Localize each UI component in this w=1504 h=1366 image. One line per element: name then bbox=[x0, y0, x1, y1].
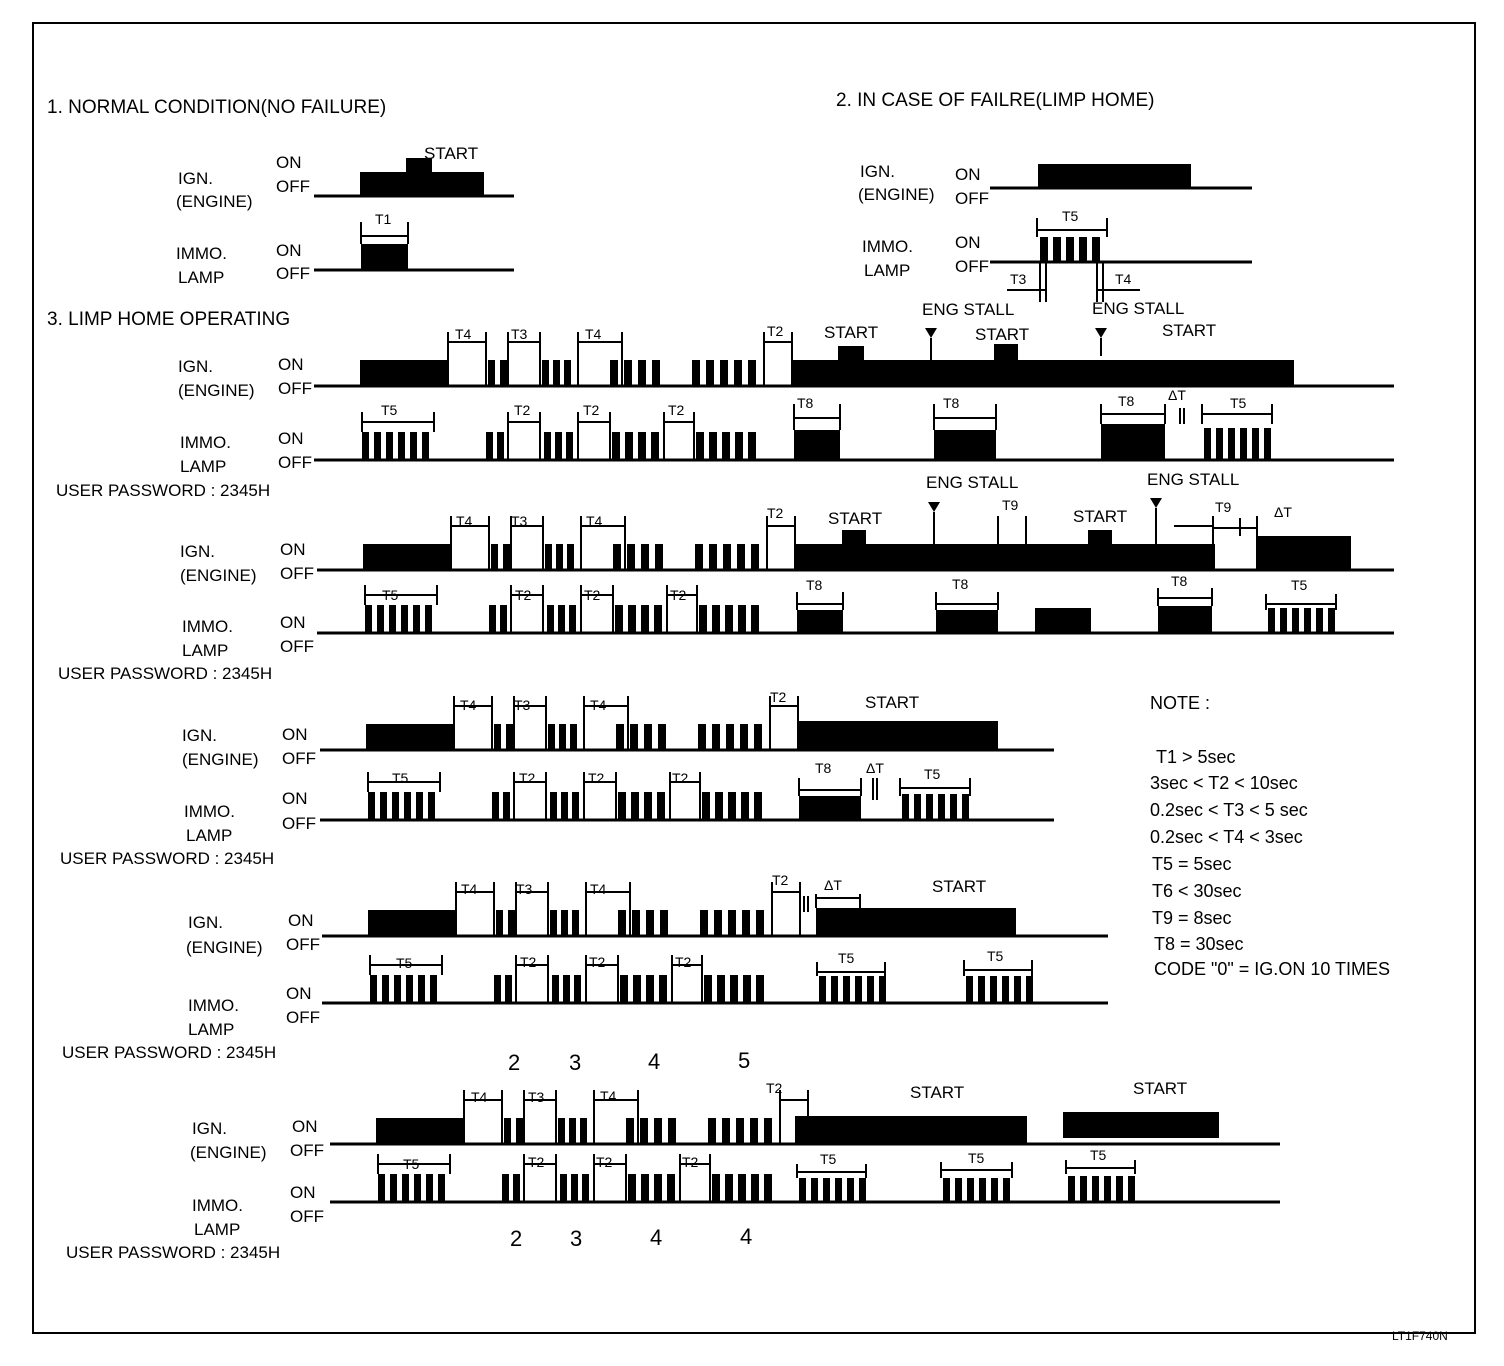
label-immo: IMMO. bbox=[188, 996, 239, 1015]
label-ign: IGN. bbox=[860, 162, 895, 181]
label-t2: T2 bbox=[596, 1154, 613, 1170]
label-start: START bbox=[932, 877, 987, 896]
user-password: USER PASSWORD : 2345H bbox=[62, 1043, 277, 1062]
label-t2: T2 bbox=[588, 770, 605, 786]
label-start: START bbox=[910, 1083, 965, 1102]
code-digit-top: 2 bbox=[508, 1050, 521, 1075]
label-off: OFF bbox=[290, 1141, 324, 1160]
label-lamp: LAMP bbox=[194, 1220, 241, 1239]
code-digit-bottom: 2 bbox=[510, 1226, 523, 1251]
label-off: OFF bbox=[955, 257, 989, 276]
section1-title: 1. NORMAL CONDITION(NO FAILURE) bbox=[47, 97, 387, 118]
label-t8: T8 bbox=[952, 576, 969, 592]
label-delta-t: ΔT bbox=[1168, 387, 1186, 403]
label-on: ON bbox=[955, 165, 981, 184]
label-lamp: LAMP bbox=[864, 261, 911, 280]
label-off: OFF bbox=[280, 564, 314, 583]
label-engine: (ENGINE) bbox=[180, 566, 257, 585]
label-t4: T4 bbox=[461, 881, 478, 897]
label-ign: IGN. bbox=[188, 913, 223, 932]
label-start: START bbox=[424, 144, 479, 163]
label-t4: T4 bbox=[585, 326, 602, 342]
label-t2: T2 bbox=[528, 1154, 545, 1170]
label-t3: T3 bbox=[514, 697, 531, 713]
label-t3: T3 bbox=[516, 881, 533, 897]
label-off: OFF bbox=[280, 637, 314, 656]
note-item: T6 < 30sec bbox=[1152, 881, 1242, 901]
group1-lamp-waveform bbox=[314, 404, 1394, 460]
label-lamp: LAMP bbox=[188, 1020, 235, 1039]
label-ign: IGN. bbox=[182, 726, 217, 745]
label-t2: T2 bbox=[770, 689, 787, 705]
label-t5: T5 bbox=[381, 402, 398, 418]
label-start: START bbox=[1073, 507, 1128, 526]
note-title: NOTE : bbox=[1150, 693, 1211, 713]
label-engine: (ENGINE) bbox=[176, 192, 253, 211]
label-t4: T4 bbox=[456, 513, 473, 529]
group5-lamp-waveform bbox=[330, 1151, 1280, 1202]
label-immo: IMMO. bbox=[184, 802, 235, 821]
label-on: ON bbox=[276, 153, 302, 172]
label-off: OFF bbox=[276, 264, 310, 283]
label-lamp: LAMP bbox=[178, 268, 225, 287]
normal-ign-waveform bbox=[314, 158, 514, 196]
label-t1: T1 bbox=[375, 211, 392, 227]
label-on: ON bbox=[286, 984, 312, 1003]
label-start: START bbox=[824, 323, 879, 342]
label-t4: T4 bbox=[600, 1088, 617, 1104]
user-password: USER PASSWORD : 2345H bbox=[60, 849, 275, 868]
note-item: T5 = 5sec bbox=[1152, 854, 1232, 874]
code-digit-bottom: 3 bbox=[570, 1226, 583, 1251]
label-off: OFF bbox=[278, 379, 312, 398]
label-t5: T5 bbox=[1062, 208, 1079, 224]
label-t8: T8 bbox=[943, 395, 960, 411]
label-eng-stall: ENG STALL bbox=[1092, 299, 1185, 318]
label-t4: T4 bbox=[1115, 271, 1132, 287]
label-t4: T4 bbox=[471, 1089, 488, 1105]
label-off: OFF bbox=[286, 1008, 320, 1027]
label-lamp: LAMP bbox=[182, 641, 229, 660]
label-t3: T3 bbox=[1010, 271, 1027, 287]
user-password: USER PASSWORD : 2345H bbox=[66, 1243, 281, 1262]
label-t2: T2 bbox=[767, 323, 784, 339]
label-engine: (ENGINE) bbox=[858, 185, 935, 204]
label-on: ON bbox=[282, 725, 308, 744]
failure-lamp-waveform bbox=[990, 218, 1252, 302]
label-immo: IMMO. bbox=[182, 617, 233, 636]
label-t5: T5 bbox=[396, 955, 413, 971]
label-t4: T4 bbox=[590, 697, 607, 713]
label-t4: T4 bbox=[460, 697, 477, 713]
label-t8: T8 bbox=[815, 760, 832, 776]
label-eng-stall: ENG STALL bbox=[926, 473, 1019, 492]
label-engine: (ENGINE) bbox=[178, 381, 255, 400]
label-t2: T2 bbox=[515, 587, 532, 603]
user-password: USER PASSWORD : 2345H bbox=[58, 664, 273, 683]
label-t2: T2 bbox=[682, 1154, 699, 1170]
label-t2: T2 bbox=[672, 770, 689, 786]
label-t5: T5 bbox=[382, 587, 399, 603]
group3-ign-waveform bbox=[320, 693, 1054, 750]
label-t9: T9 bbox=[1215, 499, 1232, 515]
label-t8: T8 bbox=[806, 577, 823, 593]
label-lamp: LAMP bbox=[180, 457, 227, 476]
note-item: 0.2sec < T4 < 3sec bbox=[1150, 827, 1303, 847]
label-t2: T2 bbox=[519, 770, 536, 786]
label-t4: T4 bbox=[586, 513, 603, 529]
label-off: OFF bbox=[955, 189, 989, 208]
code-digit-top: 3 bbox=[569, 1050, 582, 1075]
label-immo: IMMO. bbox=[192, 1196, 243, 1215]
label-t2: T2 bbox=[766, 1080, 783, 1096]
label-engine: (ENGINE) bbox=[186, 938, 263, 957]
label-t3: T3 bbox=[528, 1089, 545, 1105]
label-t5: T5 bbox=[838, 950, 855, 966]
label-t5: T5 bbox=[987, 948, 1004, 964]
label-t2: T2 bbox=[589, 954, 606, 970]
failure-ign-waveform bbox=[990, 164, 1252, 188]
label-start: START bbox=[1133, 1079, 1188, 1098]
label-t3: T3 bbox=[511, 513, 528, 529]
label-t5: T5 bbox=[1291, 577, 1308, 593]
label-off: OFF bbox=[282, 814, 316, 833]
label-t2: T2 bbox=[584, 587, 601, 603]
label-on: ON bbox=[292, 1117, 318, 1136]
label-start: START bbox=[975, 325, 1030, 344]
label-off: OFF bbox=[278, 453, 312, 472]
label-t2: T2 bbox=[767, 505, 784, 521]
code-digit-top: 4 bbox=[648, 1049, 661, 1074]
label-on: ON bbox=[276, 241, 302, 260]
label-immo: IMMO. bbox=[176, 244, 227, 263]
label-t4: T4 bbox=[455, 326, 472, 342]
label-start: START bbox=[865, 693, 920, 712]
label-on: ON bbox=[282, 789, 308, 808]
label-t5: T5 bbox=[1090, 1147, 1107, 1163]
label-t2: T2 bbox=[583, 402, 600, 418]
label-on: ON bbox=[278, 355, 304, 374]
label-t8: T8 bbox=[1118, 393, 1135, 409]
label-t5: T5 bbox=[968, 1150, 985, 1166]
group2-lamp-waveform bbox=[317, 585, 1394, 633]
label-eng-stall: ENG STALL bbox=[1147, 470, 1240, 489]
label-t2: T2 bbox=[670, 587, 687, 603]
section2-title: 2. IN CASE OF FAILRE(LIMP HOME) bbox=[836, 90, 1155, 111]
code-digit-bottom: 4 bbox=[650, 1225, 663, 1250]
label-off: OFF bbox=[276, 177, 310, 196]
label-on: ON bbox=[280, 613, 306, 632]
label-t9: T9 bbox=[1002, 497, 1019, 513]
label-start: START bbox=[1162, 321, 1217, 340]
label-t4: T4 bbox=[590, 881, 607, 897]
label-on: ON bbox=[278, 429, 304, 448]
label-engine: (ENGINE) bbox=[190, 1143, 267, 1162]
label-off: OFF bbox=[282, 749, 316, 768]
label-ign: IGN. bbox=[180, 542, 215, 561]
label-t5: T5 bbox=[1230, 395, 1247, 411]
note-item: 3sec < T2 < 10sec bbox=[1150, 773, 1298, 793]
label-t3: T3 bbox=[511, 326, 528, 342]
code-digit-bottom: 4 bbox=[740, 1224, 753, 1249]
note-item: T8 = 30sec bbox=[1154, 934, 1244, 954]
label-delta-t: ΔT bbox=[824, 877, 842, 893]
group4-ign-waveform bbox=[322, 882, 1108, 936]
label-t2: T2 bbox=[772, 872, 789, 888]
label-t8: T8 bbox=[1171, 573, 1188, 589]
label-on: ON bbox=[288, 911, 314, 930]
label-on: ON bbox=[280, 540, 306, 559]
normal-lamp-waveform bbox=[314, 222, 514, 270]
note-item: T1 > 5sec bbox=[1156, 747, 1236, 767]
label-lamp: LAMP bbox=[186, 826, 233, 845]
note-item: T9 = 8sec bbox=[1152, 908, 1232, 928]
label-immo: IMMO. bbox=[180, 433, 231, 452]
label-t2: T2 bbox=[675, 954, 692, 970]
label-on: ON bbox=[955, 233, 981, 252]
label-ign: IGN. bbox=[192, 1119, 227, 1138]
label-ign: IGN. bbox=[178, 169, 213, 188]
note-item: 0.2sec < T3 < 5 sec bbox=[1150, 800, 1308, 820]
figure-code: LT1F740N bbox=[1392, 1329, 1448, 1343]
label-off: OFF bbox=[290, 1207, 324, 1226]
user-password: USER PASSWORD : 2345H bbox=[56, 481, 271, 500]
label-eng-stall: ENG STALL bbox=[922, 300, 1015, 319]
label-on: ON bbox=[290, 1183, 316, 1202]
label-delta-t: ΔT bbox=[1274, 504, 1292, 520]
code-digit-top: 5 bbox=[738, 1048, 751, 1073]
label-t2: T2 bbox=[520, 954, 537, 970]
label-off: OFF bbox=[286, 935, 320, 954]
label-start: START bbox=[828, 509, 883, 528]
label-t5: T5 bbox=[392, 770, 409, 786]
label-t5: T5 bbox=[820, 1151, 837, 1167]
label-t5: T5 bbox=[403, 1156, 420, 1172]
note-item: CODE "0" = IG.ON 10 TIMES bbox=[1154, 959, 1391, 979]
label-ign: IGN. bbox=[178, 357, 213, 376]
label-t2: T2 bbox=[668, 402, 685, 418]
label-t2: T2 bbox=[514, 402, 531, 418]
label-engine: (ENGINE) bbox=[182, 750, 259, 769]
label-t8: T8 bbox=[797, 395, 814, 411]
label-delta-t: ΔT bbox=[866, 760, 884, 776]
label-immo: IMMO. bbox=[862, 237, 913, 256]
label-t5: T5 bbox=[924, 766, 941, 782]
section3-title: 3. LIMP HOME OPERATING bbox=[47, 309, 291, 330]
